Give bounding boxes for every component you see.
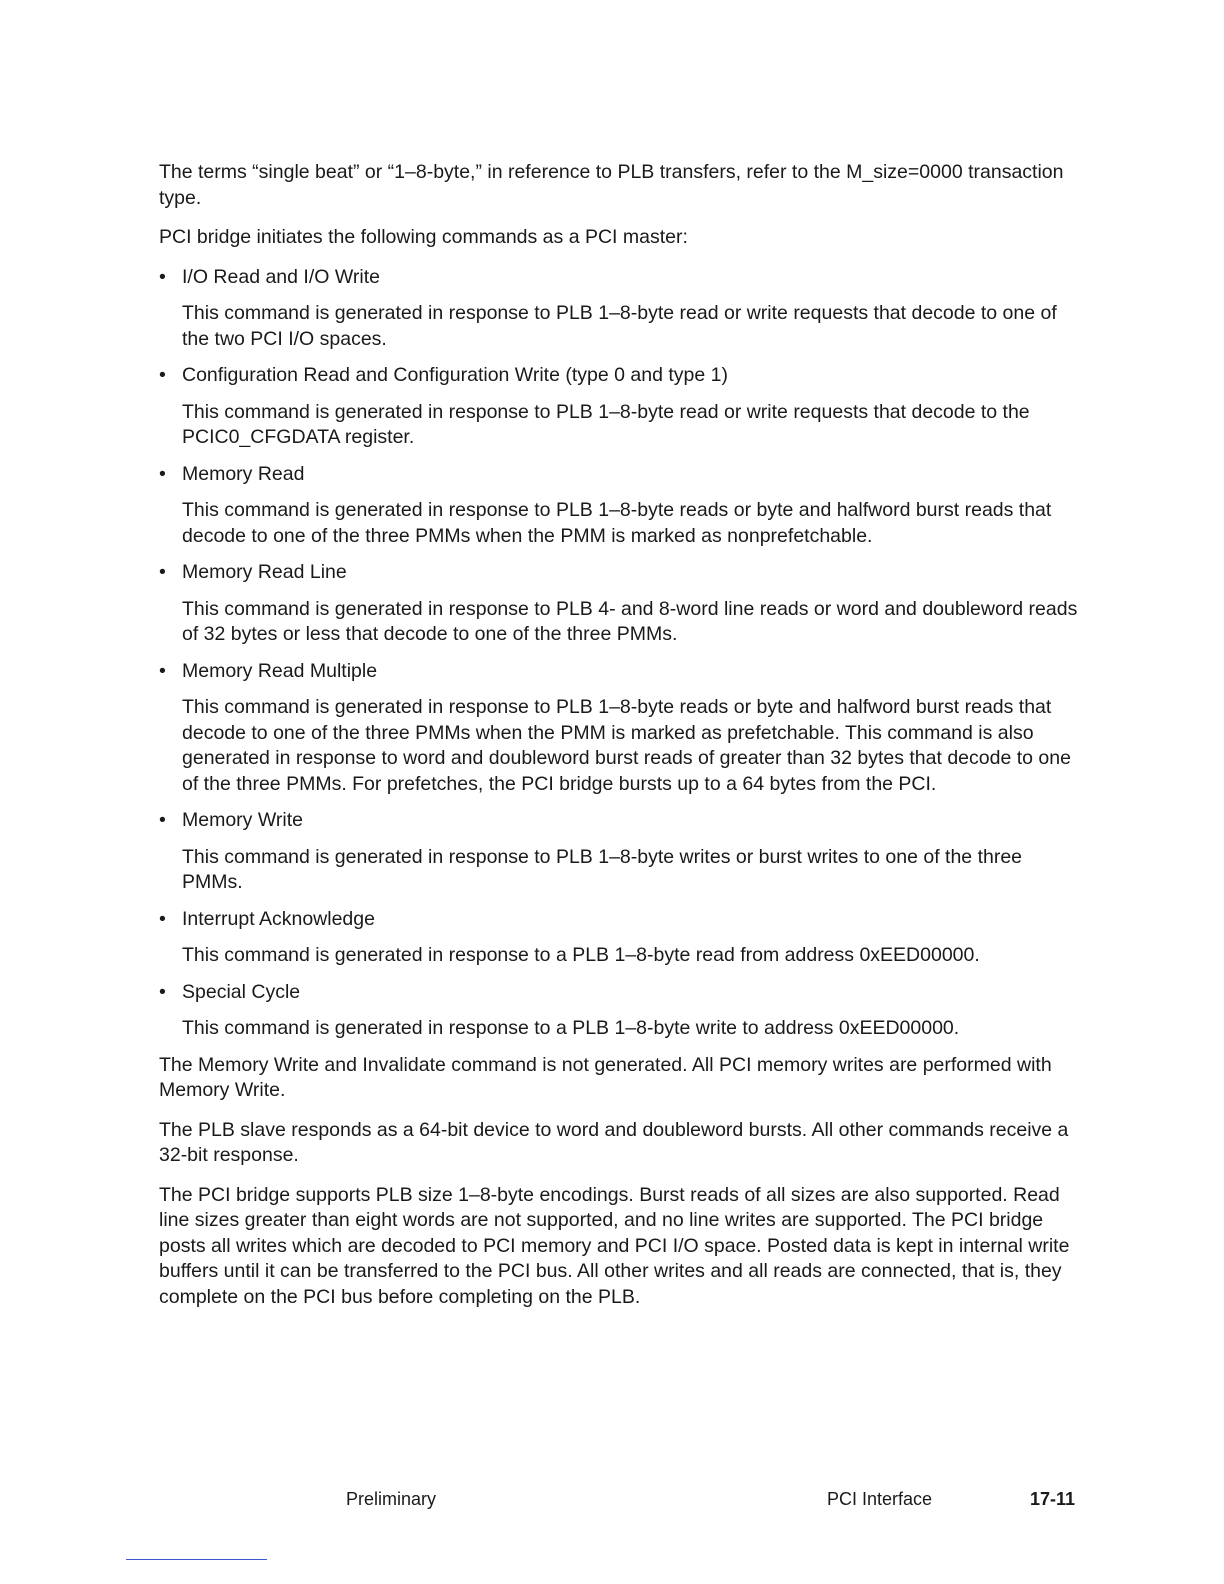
bullet-icon: • — [159, 561, 166, 583]
command-name: Memory Write — [182, 809, 303, 831]
bullet-icon: • — [159, 265, 166, 288]
intro-terms-paragraph: The terms “single beat” or “1–8-byte,” in reference to PLB transfers, refer to the M_size=0000 transaction type. — [159, 161, 1064, 209]
command-name: I/O Read and I/O Write — [182, 265, 380, 288]
command-item-configuration — [159, 363, 1079, 451]
bullet-icon: • — [159, 809, 166, 831]
command-name: Interrupt Acknowledge — [182, 907, 375, 930]
bullet-icon: • — [159, 980, 166, 1003]
footer-page-number: 17-11 — [1030, 1489, 1076, 1509]
command-list — [159, 265, 1079, 1042]
command-description: This command is generated in response to a PLB 1–8-byte write to address 0xEED00000. — [182, 1017, 960, 1039]
command-item-interrupt-acknowledge — [159, 907, 1079, 969]
closing-paragraph-pci-bridge: The PCI bridge supports PLB size 1–8-byte encodings. Burst reads of all sizes are also supported. Read line sizes greater than eight words are not supported, and no line writes are supported. The PCI bridge posts all writes which are decoded to PCI memory and PCI I/O space. Posted data is kept in internal write buffers until it can be transferred to the PCI bus. All other writes and all reads are connected, that is, they complete on the PCI bus before completing on the PLB. — [159, 1183, 1070, 1308]
command-item-memory-read-multiple — [159, 659, 1079, 798]
bullet-icon: • — [159, 659, 166, 682]
bullet-icon: • — [159, 364, 166, 386]
command-name: Memory Read — [182, 462, 305, 485]
command-description: This command is generated in response to a PLB 1–8-byte read from address 0xEED00000. — [182, 944, 980, 966]
command-name: Special Cycle — [182, 980, 301, 1003]
command-item-special-cycle — [159, 980, 1079, 1042]
command-description: This command is generated in response to PLB 1–8-byte read or write requests that decode to the PCIC0_CFGDATA register. — [182, 400, 1030, 448]
command-item-memory-read — [159, 462, 1079, 550]
page-body — [159, 160, 1079, 1324]
command-name: Configuration Read and Configuration Write (type 0 and type 1) — [182, 364, 728, 386]
command-description: This command is generated in response to PLB 1–8-byte writes or burst writes to one of the three PMMs. — [182, 845, 1023, 893]
bullet-icon: • — [159, 462, 166, 485]
command-description: This command is generated in response to PLB 1–8-byte reads or byte and halfword burst reads that decode to one of the three PMMs when the PMM is marked as prefetchable. This command is also generated in response to word and doubleword burst reads of greater than 32 bytes that decode to one of the three PMMs. For prefetches, the PCI bridge bursts up to a 64 bytes from the PCI. — [182, 696, 1071, 795]
command-description: This command is generated in response to PLB 1–8-byte read or write requests that decode to one of the two PCI I/O spaces. — [182, 302, 1057, 350]
command-item-memory-read-line — [159, 560, 1079, 648]
intro-lead-paragraph: PCI bridge initiates the following commands as a PCI master: — [159, 226, 688, 248]
command-item-memory-write — [159, 808, 1079, 896]
command-description: This command is generated in response to PLB 1–8-byte reads or byte and halfword burst reads that decode to one of the three PMMs when the PMM is marked as nonprefetchable. — [182, 499, 1052, 547]
footer-section-title: PCI Interface — [827, 1489, 933, 1509]
closing-paragraph-memory-write: The Memory Write and Invalidate command is not generated. All PCI memory writes are performed with Memory Write. — [159, 1053, 1052, 1101]
command-name: Memory Read Multiple — [182, 659, 378, 682]
bullet-icon: • — [159, 907, 166, 930]
bottom-rule-divider — [126, 1559, 267, 1560]
footer-status: Preliminary — [346, 1489, 437, 1509]
command-description: This command is generated in response to PLB 4- and 8-word line reads or word and doubleword reads of 32 bytes or less that decode to one of the three PMMs. — [182, 597, 1078, 645]
command-name: Memory Read Line — [182, 561, 347, 583]
command-item-io-read-write — [159, 265, 1079, 353]
closing-paragraph-plb-slave: The PLB slave responds as a 64-bit device to word and doubleword bursts. All other commands receive a 32-bit response. — [159, 1118, 1069, 1166]
